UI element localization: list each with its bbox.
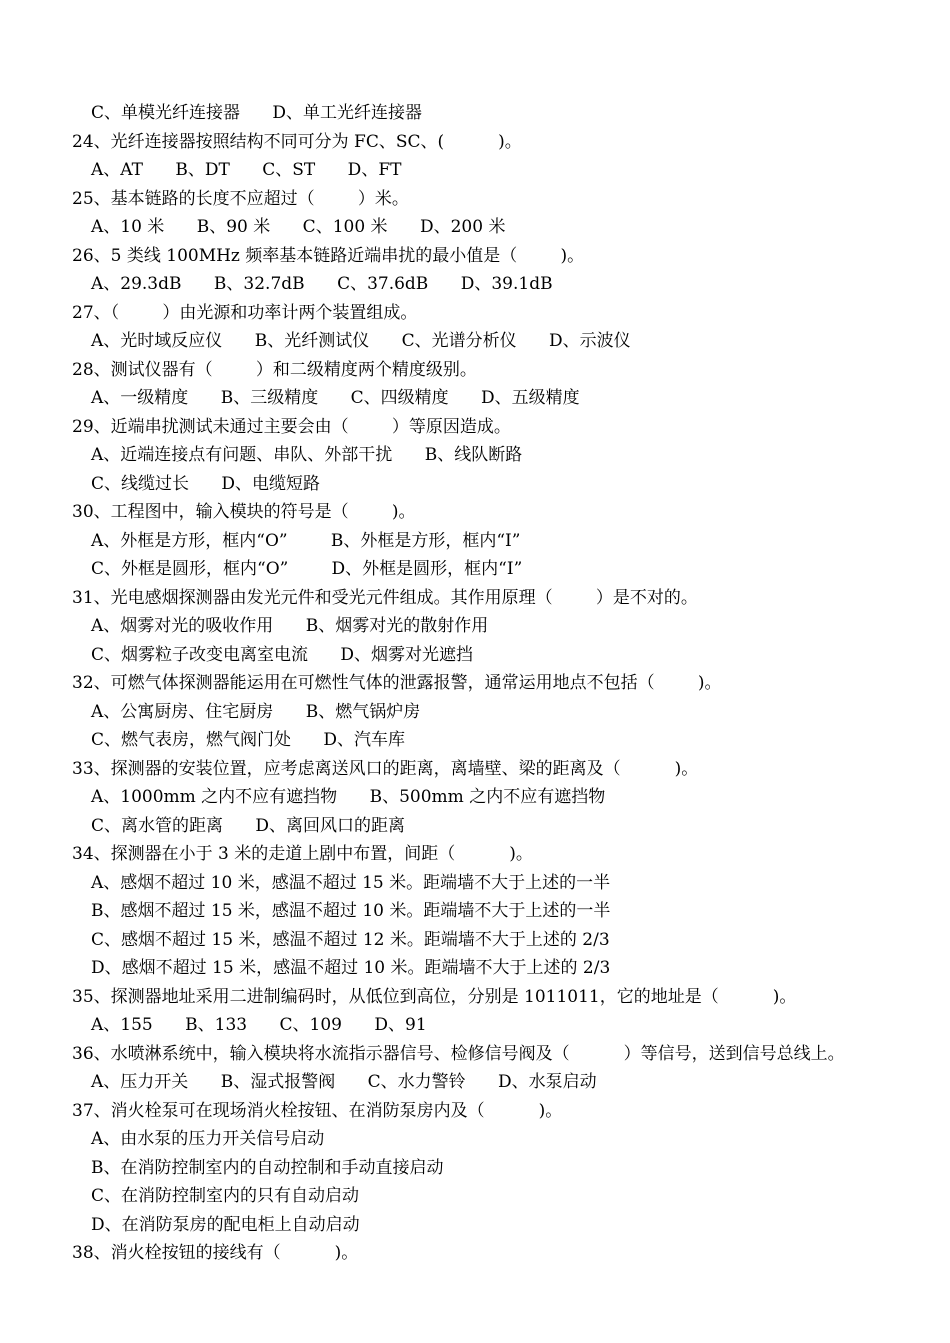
- answer-options: D、感烟不超过 15 米，感温不超过 10 米。距端墙不大于上述的 2/3: [91, 958, 611, 978]
- answer-options: A、由水泵的压力开关信号启动: [91, 1129, 325, 1149]
- answer-options: A、29.3dB B、32.7dB C、37.6dB D、39.1dB: [91, 274, 553, 294]
- answer-options: A、155 B、133 C、109 D、91: [91, 1015, 427, 1035]
- answer-options: C、感烟不超过 15 米，感温不超过 12 米。距端墙不大于上述的 2/3: [91, 929, 610, 950]
- question-text: 28、测试仪器有（ ）和二级精度两个精度级别。: [72, 359, 477, 380]
- question-text: 30、工程图中，输入模块的符号是（ )。: [72, 502, 416, 522]
- answer-options: A、感烟不超过 10 米，感温不超过 15 米。距端墙不大于上述的一半: [91, 872, 611, 893]
- answer-options: C、在消防控制室内的只有自动启动: [91, 1186, 360, 1206]
- question-text: 37、消火栓泵可在现场消火栓按钮、在消防泵房内及（ )。: [72, 1100, 563, 1121]
- answer-options: B、在消防控制室内的自动控制和手动直接启动: [91, 1157, 444, 1178]
- document-page: [72, 99, 932, 1268]
- question-text: 25、基本链路的长度不应超过（ ）米。: [72, 188, 409, 209]
- answer-options: A、10 米 B、90 米 C、100 米 D、200 米: [91, 217, 506, 237]
- question-text: 34、探测器在小于 3 米的走道上剧中布置，间距（ )。: [72, 844, 533, 864]
- question-text: 38、消火栓按钮的接线有（ )。: [72, 1243, 359, 1263]
- question-text: 33、探测器的安装位置，应考虑离送风口的距离，离墙壁、梁的距离及（ )。: [72, 758, 699, 779]
- question-text: 31、光电感烟探测器由发光元件和受光元件组成。其作用原理（ ）是不对的。: [72, 587, 698, 608]
- answer-options: A、AT B、DT C、ST D、FT: [91, 160, 402, 180]
- answer-options: A、近端连接点有问题、串队、外部干扰 B、线队断路: [91, 445, 523, 465]
- answer-options: C、燃气表房，燃气阀门处 D、汽车库: [91, 730, 406, 750]
- question-text: 35、探测器地址采用二进制编码时，从低位到高位，分别是 1011011，它的地址是（ )。: [72, 986, 797, 1007]
- answer-options: A、烟雾对光的吸收作用 B、烟雾对光的散射作用: [91, 616, 489, 636]
- question-text: 26、5 类线 100MHz 频率基本链路近端串扰的最小值是（ )。: [72, 245, 585, 266]
- answer-options: C、烟雾粒子改变电离室电流 D、烟雾对光遮挡: [91, 644, 474, 665]
- answer-options: A、公寓厨房、住宅厨房 B、燃气锅炉房: [91, 701, 421, 722]
- answer-options: A、1000mm 之内不应有遮挡物 B、500mm 之内不应有遮挡物: [91, 787, 606, 807]
- question-text: 36、水喷淋系统中，输入模块将水流指示器信号、检修信号阀及（ ）等信号，送到信号总线上。: [72, 1043, 845, 1064]
- answer-options: C、离水管的距离 D、离回风口的距离: [91, 815, 406, 836]
- answer-options: A、外框是方形，框内“O” B、外框是方形，框内“I”: [91, 530, 521, 551]
- question-text: 24、光纤连接器按照结构不同可分为 FC、SC、( )。: [72, 131, 522, 152]
- answer-options: C、外框是圆形，框内“O” D、外框是圆形，框内“I”: [91, 559, 523, 579]
- answer-options: C、线缆过长 D、电缆短路: [91, 473, 321, 494]
- question-text: 27、（ ）由光源和功率计两个装置组成。: [72, 302, 418, 323]
- answer-options: C、单模光纤连接器 D、单工光纤连接器: [91, 103, 423, 123]
- answer-options: A、压力开关 B、湿式报警阀 C、水力警铃 D、水泵启动: [91, 1072, 597, 1092]
- question-text: 29、近端串扰测试未通过主要会由（ ）等原因造成。: [72, 416, 511, 437]
- answer-options: A、一级精度 B、三级精度 C、四级精度 D、五级精度: [91, 388, 580, 408]
- answer-options: B、感烟不超过 15 米，感温不超过 10 米。距端墙不大于上述的一半: [91, 901, 611, 921]
- question-text: 32、可燃气体探测器能运用在可燃性气体的泄露报警，通常运用地点不包括（ )。: [72, 673, 722, 693]
- answer-options: A、光时域反应仪 B、光纤测试仪 C、光谱分析仪 D、示波仪: [91, 331, 631, 351]
- answer-options: D、在消防泵房的配电柜上自动启动: [91, 1214, 360, 1235]
